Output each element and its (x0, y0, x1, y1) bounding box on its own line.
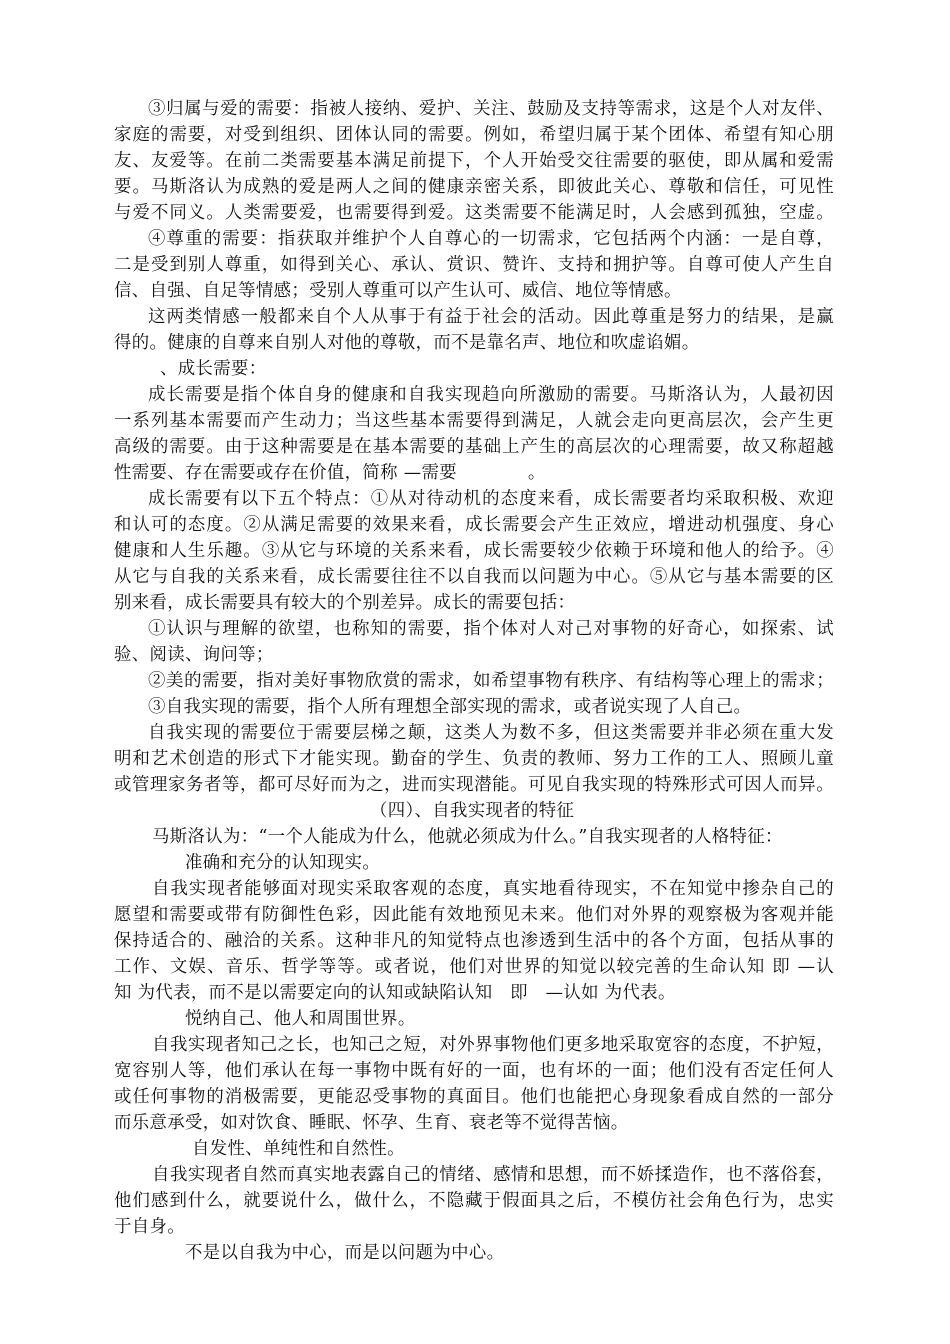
text-line: 这两类情感一般都来自个人从事于有益于社会的活动。因此尊重是努力的结果，是赢 (148, 307, 834, 327)
text-line: 他们感到什么，就要说什么，做什么，不隐藏于假面具之后，不模仿社会角色行为，忠实 (114, 1191, 834, 1211)
text-line: 与爱不同义。人类需要爱，也需要得到爱。这类需要不能满足时，人会感到孤独，空虚。 (114, 203, 834, 223)
text-line: ②美的需要，指对美好事物欣赏的需求，如希望事物有秩序、有结构等心理上的需求； (148, 671, 834, 691)
text-line: 验、阅读、询问等； (114, 645, 274, 665)
text-line: ③自我实现的需要，指个人所有理想全部实现的需求，或者说实现了人自己。 (148, 697, 752, 717)
subheading: 悦纳自己、他人和周围世界。 (185, 1009, 416, 1029)
text-line: 明和艺术创造的形式下才能实现。勤奋的学生、负责的教师、努力工作的工人、照顾儿童 (114, 749, 834, 769)
text-line: 宽容别人等，他们承认在每一事物中既有好的一面，也有坏的一面；他们没有否定任何人 (114, 1061, 834, 1081)
text-line: 成长需要是指个体自身的健康和自我实现趋向所激励的需要。马斯洛认为，人最初因 (148, 385, 834, 405)
text-line: ①认识与理解的欲望，也称知的需要，指个体对人对己对事物的好奇心，如探索、试 (148, 619, 834, 639)
text-line: 成长需要有以下五个特点：①从对待动机的态度来看，成长需要者均采取积极、欢迎 (148, 489, 834, 509)
text-line: 一系列基本需要而产生动力；当这些基本需要得到满足，人就会走向更高层次，会产生更 (114, 411, 834, 431)
text-line: 别来看，成长需要具有较大的个别差异。成长的需要包括： (114, 593, 576, 613)
text-line: 得的。健康的自尊来自别人对他的尊敬，而不是靠名声、地位和吹虚谄媚。 (114, 333, 700, 353)
text-line: 而乐意承受，如对饮食、睡眠、怀孕、生育、衰老等不觉得苦恼。 (114, 1113, 629, 1133)
subheading: 准确和充分的认知现实。 (185, 853, 381, 873)
text-line: 知 为代表，而不是以需要定向的认知或缺陷认知 即 —认如 为代表。 (114, 983, 676, 1003)
text-line: 高级的需要。由于这种需要是在基本需要的基础上产生的高层次的心理需要，故又称超越 (114, 437, 834, 457)
text-line: 友、友爱等。在前二类需要基本满足前提下，个人开始受交往需要的驱使，即从属和爱需 (114, 151, 834, 171)
text-line: ③归属与爱的需要：指被人接纳、爱护、关注、鼓励及支持等需求，这是个人对友伴、 (148, 99, 834, 119)
text-line: 于自身。 (114, 1217, 185, 1237)
section-heading: （四）、自我实现者的特征 (370, 801, 575, 821)
text-line: 信、自强、自足等情感；受别人尊重可以产生认可、威信、地位等情感。 (114, 281, 682, 301)
text-line: 保持适合的、融洽的关系。这种非凡的知觉特点也渗透到生活中的各个方面，包括从事的 (114, 931, 834, 951)
text-line: 马斯洛认为：“一个人能成为什么，他就必须成为什么。”自我实现者的人格特征： (152, 827, 783, 847)
text-line: 自我实现的需要位于需要层梯之颠，这类人为数不多，但这类需要并非必须在重大发 (148, 723, 834, 743)
text-line: 愿望和需要或带有防御性色彩，因此能有效地预见未来。他们对外界的观察极为客观并能 (114, 905, 834, 925)
text-line: ④尊重的需要：指获取并维护个人自尊心的一切需求，它包括两个内涵：一是自尊， (148, 229, 834, 249)
text-line: 从它与自我的关系来看，成长需要往往不以自我而以问题为中心。⑤从它与基本需要的区 (114, 567, 834, 587)
text-line: 要。马斯洛认为成熟的爱是两人之间的健康亲密关系，即彼此关心、尊敬和信任，可见性 (114, 177, 834, 197)
section-heading: 、成长需要： (160, 359, 267, 379)
text-line: 和认可的态度。②从满足需要的效果来看，成长需要会产生正效应，增进动机强度、身心 (114, 515, 834, 535)
subheading: 不是以自我为中心，而是以问题为中心。 (185, 1243, 505, 1263)
text-line: 家庭的需要，对受到组织、团体认同的需要。例如，希望归属于某个团体、希望有知心朋 (114, 125, 834, 145)
text-line: 或任何事物的消极需要，更能忍受事物的真面目。他们也能把心身现象看成自然的一部分 (114, 1087, 834, 1107)
text-line: 性需要、存在需要或存在价值，简称 —需要 。 (114, 463, 546, 483)
text-line: 二是受到别人尊重，如得到关心、承认、赏识、赞许、支持和拥护等。自尊可使人产生自 (114, 255, 834, 275)
text-line: 自我实现者自然而真实地表露自己的情绪、感情和思想，而不娇揉造作，也不落俗套， (152, 1165, 834, 1185)
text-line: 工作、文娱、音乐、哲学等等。或者说，他们对世界的知觉以较完善的生命认知 即 —认 (114, 957, 834, 977)
text-line: 自我实现者知己之长，也知己之短，对外界事物他们更多地采取宽容的态度，不护短， (152, 1035, 834, 1055)
subheading: 自发性、单纯性和自然性。 (192, 1139, 405, 1159)
text-line: 健康和人生乐趣。③从它与环境的关系来看，成长需要较少依赖于环境和他人的给予。④ (114, 541, 834, 561)
text-line: 自我实现者能够面对现实采取客观的态度，真实地看待现实，不在知觉中掺杂自己的 (152, 879, 834, 899)
text-line: 或管理家务者等，都可尽好而为之，进而实现潜能。可见自我实现的特殊形式可因人而异。 (114, 775, 834, 795)
